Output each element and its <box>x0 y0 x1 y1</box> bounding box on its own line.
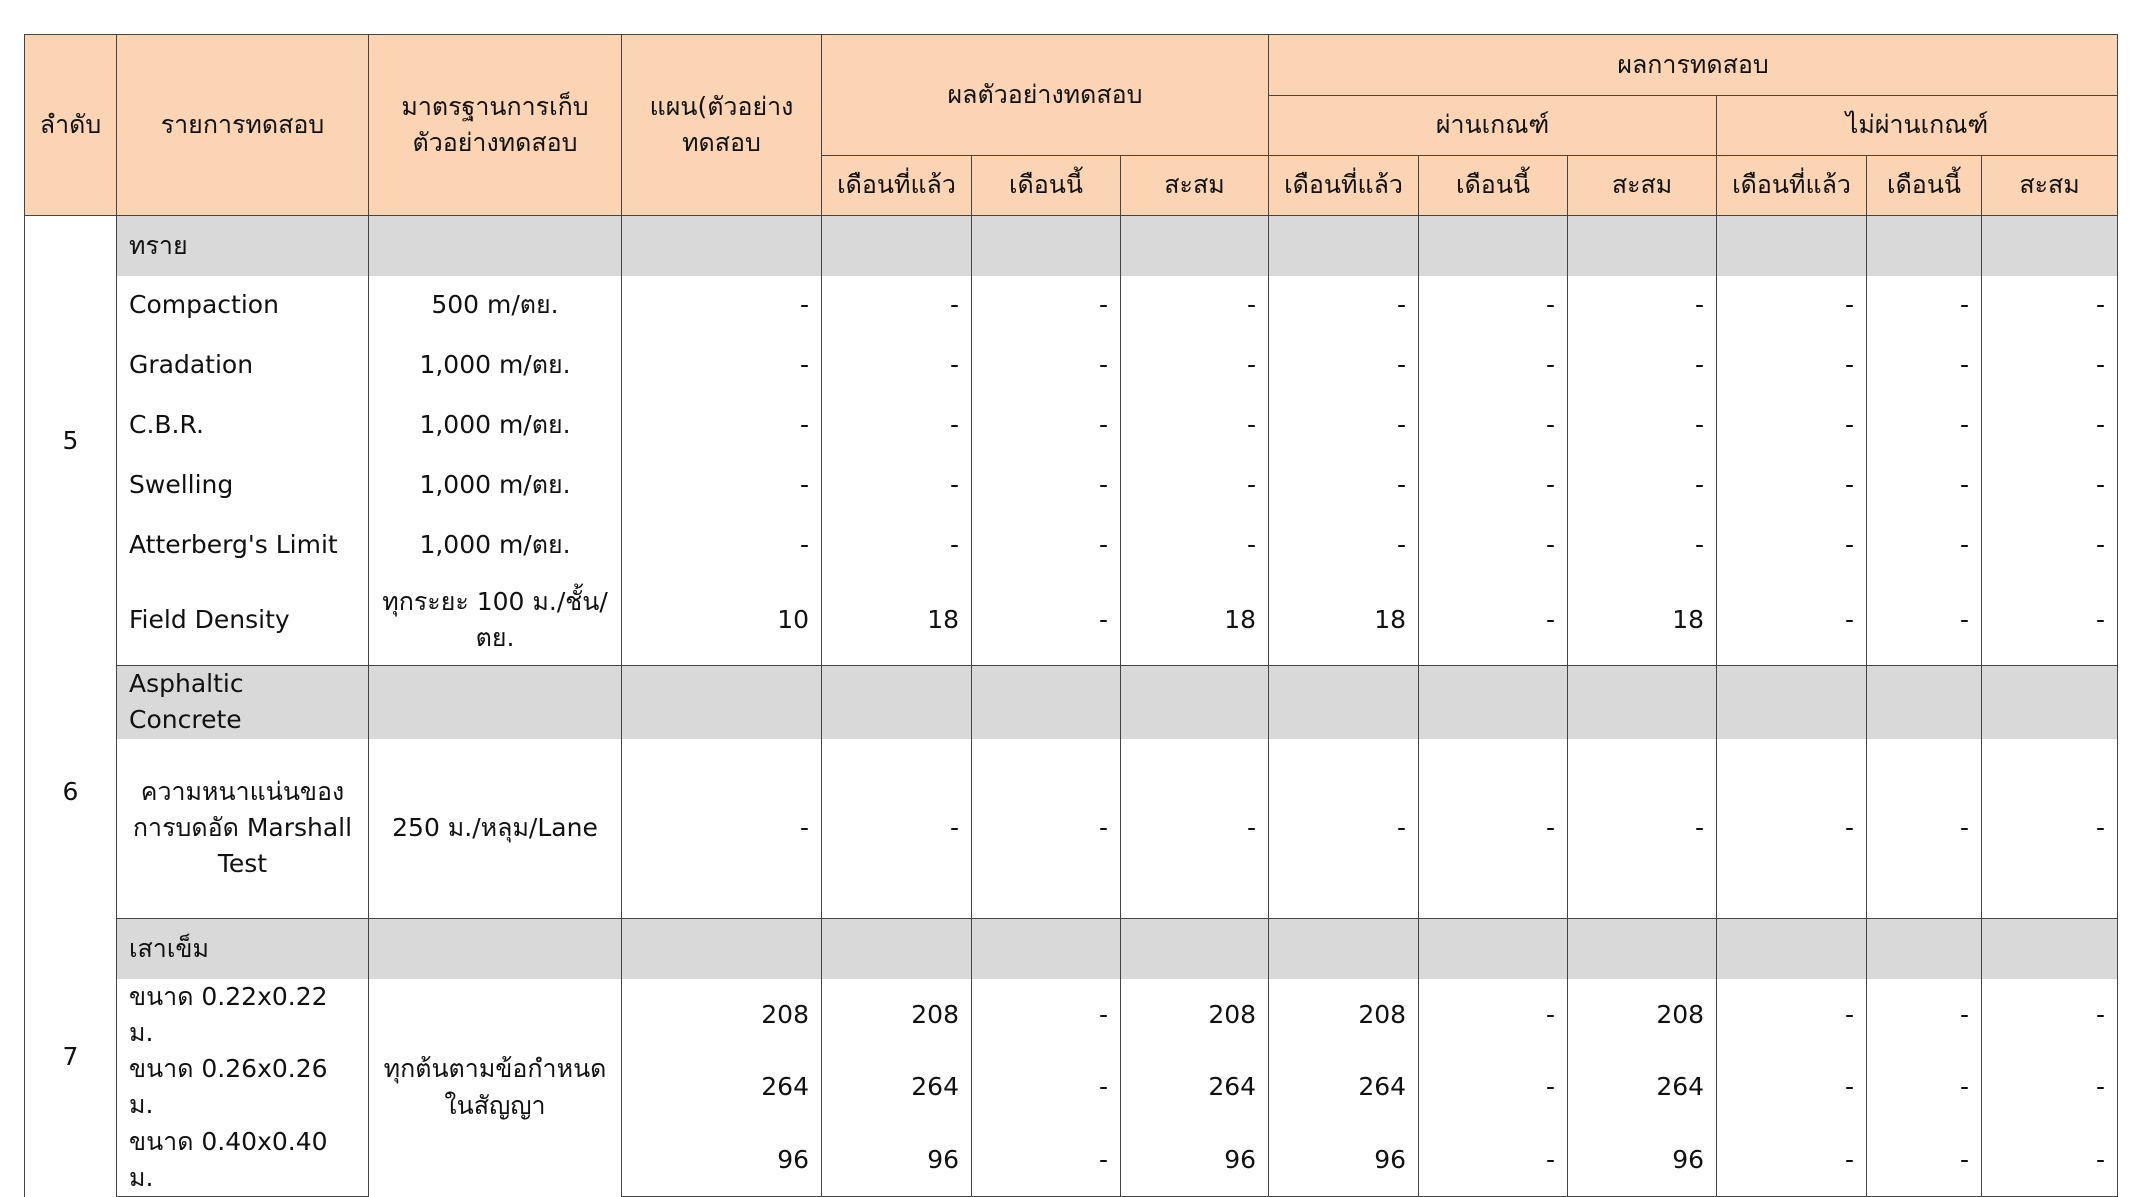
test-item-name: ความหนาแน่นของการบดอัด Marshall Test <box>117 739 369 919</box>
test-item-name: ขนาด 0.40x0.40 ม. <box>117 1124 369 1197</box>
value-cell: - <box>972 456 1121 516</box>
test-results-table <box>24 34 2118 1197</box>
section-filler-cell <box>622 216 822 276</box>
group-number: 5 <box>25 216 117 666</box>
section-filler-cell <box>1419 919 1568 979</box>
value-cell: 96 <box>622 1124 822 1197</box>
section-filler-cell <box>972 216 1121 276</box>
value-cell: - <box>1269 739 1419 919</box>
table-row <box>25 576 2118 666</box>
value-cell: - <box>1419 336 1568 396</box>
value-cell: - <box>1867 456 1982 516</box>
table-row <box>25 1124 2118 1197</box>
value-cell: - <box>972 1124 1121 1197</box>
value-cell: - <box>622 336 822 396</box>
table-body <box>25 216 2118 1197</box>
value-cell: - <box>1419 576 1568 666</box>
section-filler-cell <box>1121 919 1269 979</box>
section-filler-cell <box>822 216 972 276</box>
value-cell: - <box>1717 739 1867 919</box>
value-cell: - <box>972 396 1121 456</box>
section-filler-cell <box>1867 666 1982 739</box>
value-cell: - <box>622 396 822 456</box>
value-cell: - <box>1717 1051 1867 1124</box>
test-item-name: ขนาด 0.22x0.22 ม. <box>117 979 369 1052</box>
test-item-name: Field Density <box>117 576 369 666</box>
value-cell: - <box>1419 276 1568 336</box>
section-filler-cell <box>1982 216 2118 276</box>
value-cell: - <box>1982 576 2118 666</box>
value-cell: - <box>1568 276 1717 336</box>
section-filler-cell <box>622 919 822 979</box>
sampling-standard: 500 m/ตย. <box>369 276 622 336</box>
value-cell: - <box>1982 739 2118 919</box>
section-filler-cell <box>972 919 1121 979</box>
value-cell: 264 <box>1269 1051 1419 1124</box>
header-samples: ผลตัวอย่างทดสอบ <box>822 35 1269 156</box>
section-filler-cell <box>1568 919 1717 979</box>
test-item-name: C.B.R. <box>117 396 369 456</box>
table-row <box>25 396 2118 456</box>
section-filler-cell <box>822 919 972 979</box>
value-cell: - <box>1982 1124 2118 1197</box>
value-cell: - <box>972 336 1121 396</box>
value-cell: - <box>972 576 1121 666</box>
value-cell: - <box>972 1051 1121 1124</box>
sampling-standard: ทุกระยะ 100 ม./ชั้น/ตย. <box>369 576 622 666</box>
value-cell: 96 <box>1269 1124 1419 1197</box>
section-filler-cell <box>1269 216 1419 276</box>
value-cell: - <box>1867 336 1982 396</box>
value-cell: - <box>972 739 1121 919</box>
value-cell: - <box>1982 456 2118 516</box>
value-cell: - <box>822 336 972 396</box>
header-pass-last-month: เดือนที่แล้ว <box>1269 156 1419 216</box>
header-fail-this-month: เดือนนี้ <box>1867 156 1982 216</box>
sampling-standard: 250 ม./หลุม/Lane <box>369 739 622 919</box>
value-cell: - <box>1419 456 1568 516</box>
value-cell: - <box>1121 336 1269 396</box>
section-row <box>25 666 2118 739</box>
value-cell: - <box>822 396 972 456</box>
value-cell: - <box>1717 576 1867 666</box>
value-cell: 264 <box>822 1051 972 1124</box>
sampling-standard: ทุกต้นตามข้อกำหนดในสัญญา <box>369 979 622 1197</box>
value-cell: - <box>622 516 822 576</box>
section-filler-cell <box>1568 216 1717 276</box>
value-cell: - <box>1982 276 2118 336</box>
header-no: ลำดับ <box>25 35 117 216</box>
header-fail-cumulative: สะสม <box>1982 156 2118 216</box>
value-cell: - <box>1717 979 1867 1052</box>
sampling-standard: 1,000 m/ตย. <box>369 456 622 516</box>
value-cell: - <box>1269 516 1419 576</box>
section-filler-cell <box>1419 666 1568 739</box>
value-cell: - <box>1121 396 1269 456</box>
value-cell: - <box>1867 979 1982 1052</box>
value-cell: - <box>1717 1124 1867 1197</box>
section-title: Asphaltic Concrete <box>117 666 369 739</box>
value-cell: - <box>1867 576 1982 666</box>
value-cell: - <box>1419 1051 1568 1124</box>
section-filler-cell <box>822 666 972 739</box>
value-cell: - <box>1982 396 2118 456</box>
section-filler-cell <box>622 666 822 739</box>
sampling-standard: 1,000 m/ตย. <box>369 396 622 456</box>
header-fail-last-month: เดือนที่แล้ว <box>1717 156 1867 216</box>
header-fail: ไม่ผ่านเกณฑ์ <box>1717 96 2118 156</box>
value-cell: 18 <box>1269 576 1419 666</box>
value-cell: 208 <box>822 979 972 1052</box>
value-cell: - <box>1121 739 1269 919</box>
value-cell: - <box>1269 276 1419 336</box>
header-standard: มาตรฐานการเก็บตัวอย่างทดสอบ <box>369 35 622 216</box>
value-cell: - <box>1419 979 1568 1052</box>
value-cell: - <box>1982 336 2118 396</box>
value-cell: 264 <box>1568 1051 1717 1124</box>
value-cell: 208 <box>622 979 822 1052</box>
value-cell: 208 <box>1568 979 1717 1052</box>
value-cell: - <box>1867 516 1982 576</box>
header-results: ผลการทดสอบ <box>1269 35 2118 96</box>
value-cell: - <box>1419 516 1568 576</box>
value-cell: 208 <box>1121 979 1269 1052</box>
value-cell: - <box>972 979 1121 1052</box>
section-filler-cell <box>1568 666 1717 739</box>
value-cell: - <box>1269 336 1419 396</box>
test-item-name: Atterberg's Limit <box>117 516 369 576</box>
value-cell: - <box>622 456 822 516</box>
value-cell: - <box>622 739 822 919</box>
section-title: เสาเข็ม <box>117 919 369 979</box>
value-cell: 10 <box>622 576 822 666</box>
section-filler-cell <box>1867 919 1982 979</box>
value-cell: - <box>1568 456 1717 516</box>
test-item-name: Gradation <box>117 336 369 396</box>
value-cell: - <box>822 516 972 576</box>
header-pass-cumulative: สะสม <box>1568 156 1717 216</box>
group-number: 7 <box>25 919 117 1197</box>
section-filler-cell <box>972 666 1121 739</box>
value-cell: 96 <box>1121 1124 1269 1197</box>
value-cell: - <box>1867 1051 1982 1124</box>
value-cell: - <box>1867 739 1982 919</box>
value-cell: 96 <box>1568 1124 1717 1197</box>
value-cell: 96 <box>822 1124 972 1197</box>
header-plan: แผน(ตัวอย่างทดสอบ <box>622 35 822 216</box>
section-filler-cell <box>1982 919 2118 979</box>
section-filler-cell <box>1717 666 1867 739</box>
value-cell: - <box>1568 739 1717 919</box>
value-cell: - <box>972 276 1121 336</box>
group-number: 6 <box>25 666 117 919</box>
value-cell: - <box>822 456 972 516</box>
value-cell: 264 <box>622 1051 822 1124</box>
value-cell: - <box>1717 396 1867 456</box>
section-filler-cell <box>1269 919 1419 979</box>
value-cell: - <box>822 276 972 336</box>
test-item-name: ขนาด 0.26x0.26 ม. <box>117 1051 369 1124</box>
table-row <box>25 336 2118 396</box>
value-cell: 264 <box>1121 1051 1269 1124</box>
value-cell: - <box>1717 276 1867 336</box>
value-cell: - <box>1269 456 1419 516</box>
table-row <box>25 516 2118 576</box>
section-filler-cell <box>369 919 622 979</box>
section-filler-cell <box>1419 216 1568 276</box>
value-cell: - <box>622 276 822 336</box>
table-row <box>25 456 2118 516</box>
table-row <box>25 1051 2118 1124</box>
section-filler-cell <box>1717 216 1867 276</box>
value-cell: 18 <box>1568 576 1717 666</box>
test-item-name: Swelling <box>117 456 369 516</box>
section-filler-cell <box>1121 216 1269 276</box>
sampling-standard: 1,000 m/ตย. <box>369 336 622 396</box>
value-cell: - <box>1121 276 1269 336</box>
section-filler-cell <box>1982 666 2118 739</box>
section-filler-cell <box>1717 919 1867 979</box>
sampling-standard: 1,000 m/ตย. <box>369 516 622 576</box>
value-cell: - <box>972 516 1121 576</box>
value-cell: - <box>1982 516 2118 576</box>
value-cell: - <box>1568 336 1717 396</box>
value-cell: 18 <box>1121 576 1269 666</box>
header-item: รายการทดสอบ <box>117 35 369 216</box>
value-cell: - <box>1717 456 1867 516</box>
value-cell: - <box>1867 276 1982 336</box>
section-filler-cell <box>369 216 622 276</box>
value-cell: - <box>1419 1124 1568 1197</box>
value-cell: - <box>1717 336 1867 396</box>
value-cell: - <box>1568 516 1717 576</box>
section-row <box>25 919 2118 979</box>
section-filler-cell <box>369 666 622 739</box>
value-cell: - <box>1568 396 1717 456</box>
header-samples-last-month: เดือนที่แล้ว <box>822 156 972 216</box>
table-row <box>25 276 2118 336</box>
header-pass: ผ่านเกณฑ์ <box>1269 96 1717 156</box>
value-cell: - <box>1121 516 1269 576</box>
value-cell: - <box>1121 456 1269 516</box>
value-cell: - <box>1269 396 1419 456</box>
section-filler-cell <box>1121 666 1269 739</box>
value-cell: - <box>1419 396 1568 456</box>
header-samples-cumulative: สะสม <box>1121 156 1269 216</box>
value-cell: 18 <box>822 576 972 666</box>
value-cell: - <box>1419 739 1568 919</box>
test-item-name: Compaction <box>117 276 369 336</box>
section-row <box>25 216 2118 276</box>
header-pass-this-month: เดือนนี้ <box>1419 156 1568 216</box>
table-row <box>25 739 2118 919</box>
value-cell: - <box>822 739 972 919</box>
value-cell: - <box>1867 1124 1982 1197</box>
value-cell: 208 <box>1269 979 1419 1052</box>
table-row <box>25 979 2118 1052</box>
value-cell: - <box>1717 516 1867 576</box>
section-title: ทราย <box>117 216 369 276</box>
value-cell: - <box>1982 979 2118 1052</box>
section-filler-cell <box>1269 666 1419 739</box>
value-cell: - <box>1867 396 1982 456</box>
section-filler-cell <box>1867 216 1982 276</box>
header-samples-this-month: เดือนนี้ <box>972 156 1121 216</box>
value-cell: - <box>1982 1051 2118 1124</box>
